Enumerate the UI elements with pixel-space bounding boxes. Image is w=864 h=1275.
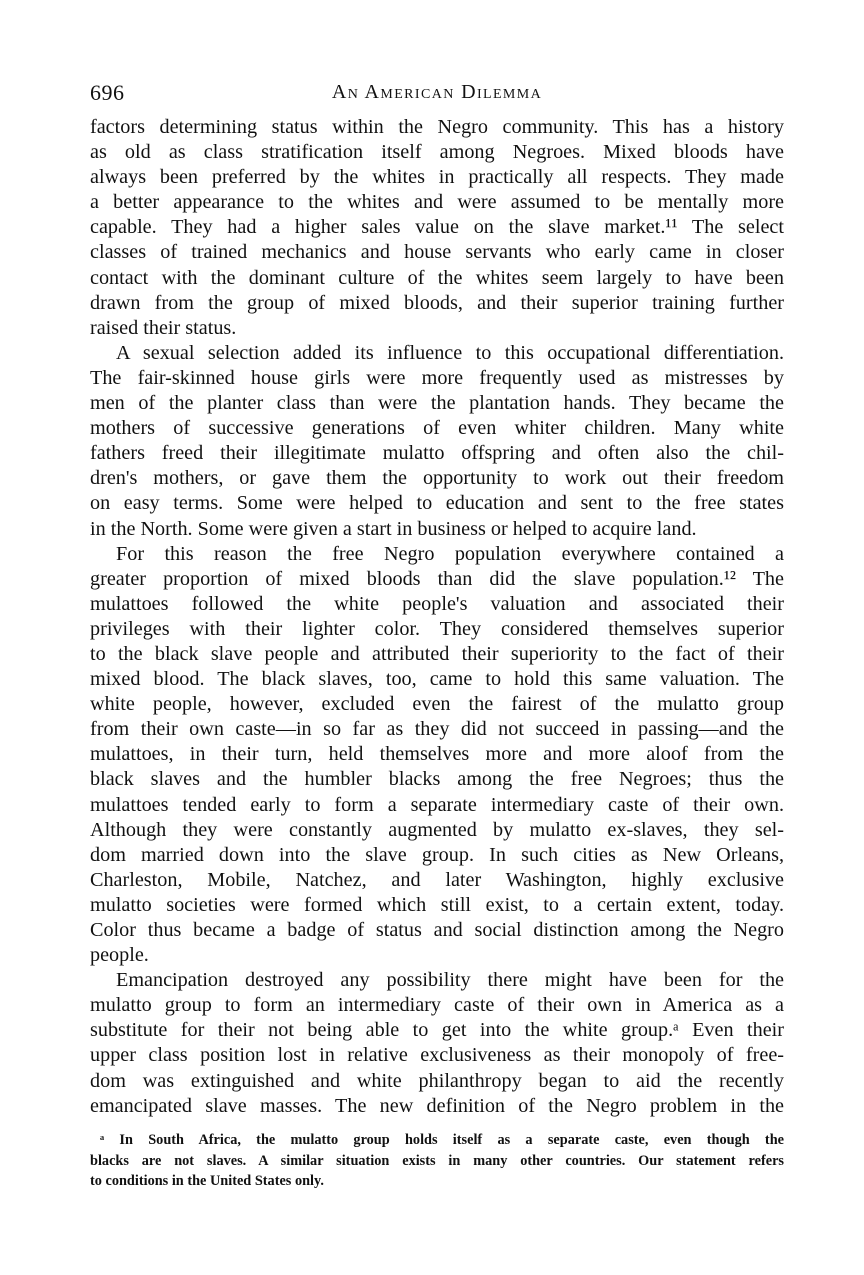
body-line: For this reason the free Negro population everywhere contained a [116, 542, 784, 565]
body-line: mothers of successive generations of even whiter children. Many white [90, 417, 784, 440]
body-line: to the black slave people and attributed their superiority to the fact of their [90, 642, 784, 665]
body-line: The fair-skinned house girls were more frequently used as mistresses by [90, 366, 784, 389]
body-line: privileges with their lighter color. They considered themselves superior [90, 617, 784, 640]
body-line: on easy terms. Some were helped to education and sent to the free states [90, 492, 784, 515]
body-line: mulattoes followed the white people's valuation and associated their [90, 592, 784, 615]
footnote-line: to conditions in the United States only. [90, 1173, 324, 1189]
body-line: dom was extinguished and white philanthropy began to aid the recently [90, 1069, 784, 1092]
body-line: people. [90, 944, 149, 967]
body-line: classes of trained mechanics and house servants who early came in closer [90, 241, 784, 264]
body-line: white people, however, excluded even the fairest of the mulatto group [90, 693, 784, 716]
body-line: emancipated slave masses. The new definition of the Negro problem in the [90, 1094, 784, 1117]
footnote-line: ᵃ In South Africa, the mulatto group holds itself as a separate caste, even though the [100, 1132, 784, 1148]
running-head [90, 80, 784, 110]
body-line: mulatto societies were formed which still exist, to a certain extent, today. [90, 893, 784, 916]
footnote-line: blacks are not slaves. A similar situation exists in many other countries. Our statement refers [90, 1152, 784, 1169]
page-number: 696 [90, 80, 125, 105]
body-line: as old as class stratification itself among Negroes. Mixed bloods have [90, 141, 784, 164]
body-line: in the North. Some were given a start in business or helped to acquire land. [90, 517, 697, 540]
body-line: capable. They had a higher sales value on the slave market.¹¹ The select [90, 216, 784, 239]
body-line: from their own caste—in so far as they did not succeed in passing—and the [90, 718, 784, 741]
book-title: An American Dilemma [331, 81, 543, 103]
body-line: factors determining status within the Negro community. This has a history [90, 116, 784, 138]
body-line: Charleston, Mobile, Natchez, and later Washington, highly exclusive [90, 868, 784, 891]
body-line: black slaves and the humbler blacks among the free Negroes; thus the [90, 768, 784, 791]
body-line: mixed blood. The black slaves, too, came to hold this same valuation. The [90, 668, 784, 691]
body-line: Color thus became a badge of status and social distinction among the Negro [90, 919, 784, 941]
footnote [90, 1130, 784, 1192]
body-line: men of the planter class than were the plantation hands. They became the [90, 392, 784, 415]
body-line: drawn from the group of mixed bloods, and their superior training further [90, 291, 784, 314]
body-line: always been preferred by the whites in practically all respects. They made [90, 166, 784, 189]
body-line: Emancipation destroyed any possibility there might have been for the [116, 969, 784, 992]
body-line: mulattoes, in their turn, held themselves more and more aloof from the [90, 743, 784, 766]
body-line: greater proportion of mixed bloods than did the slave population.¹² The [90, 567, 784, 590]
body-line: Although they were constantly augmented by mulatto ex-slaves, they sel- [90, 818, 784, 841]
body-line: dren's mothers, or gave them the opportunity to work out their freedom [90, 467, 784, 490]
body-line: A sexual selection added its influence to this occupational differentiation. [116, 341, 784, 364]
body-line: a better appearance to the whites and were assumed to be mentally more [90, 191, 784, 214]
body-line: upper class position lost in relative exclusiveness as their monopoly of free- [90, 1044, 784, 1067]
body-line: substitute for their not being able to get into the white group.ᵃ Even their [90, 1019, 784, 1042]
body-line: mulattoes tended early to form a separate intermediary caste of their own. [90, 793, 784, 816]
body-line: fathers freed their illegitimate mulatto offspring and often also the chil- [90, 442, 784, 465]
body-line: mulatto group to form an intermediary caste of their own in America as a [90, 994, 784, 1017]
body-line: raised their status. [90, 316, 237, 339]
body-line: contact with the dominant culture of the whites seem largely to have been [90, 266, 784, 289]
body-line: dom married down into the slave group. In such cities as New Orleans, [90, 843, 784, 866]
body-text [90, 115, 784, 1119]
